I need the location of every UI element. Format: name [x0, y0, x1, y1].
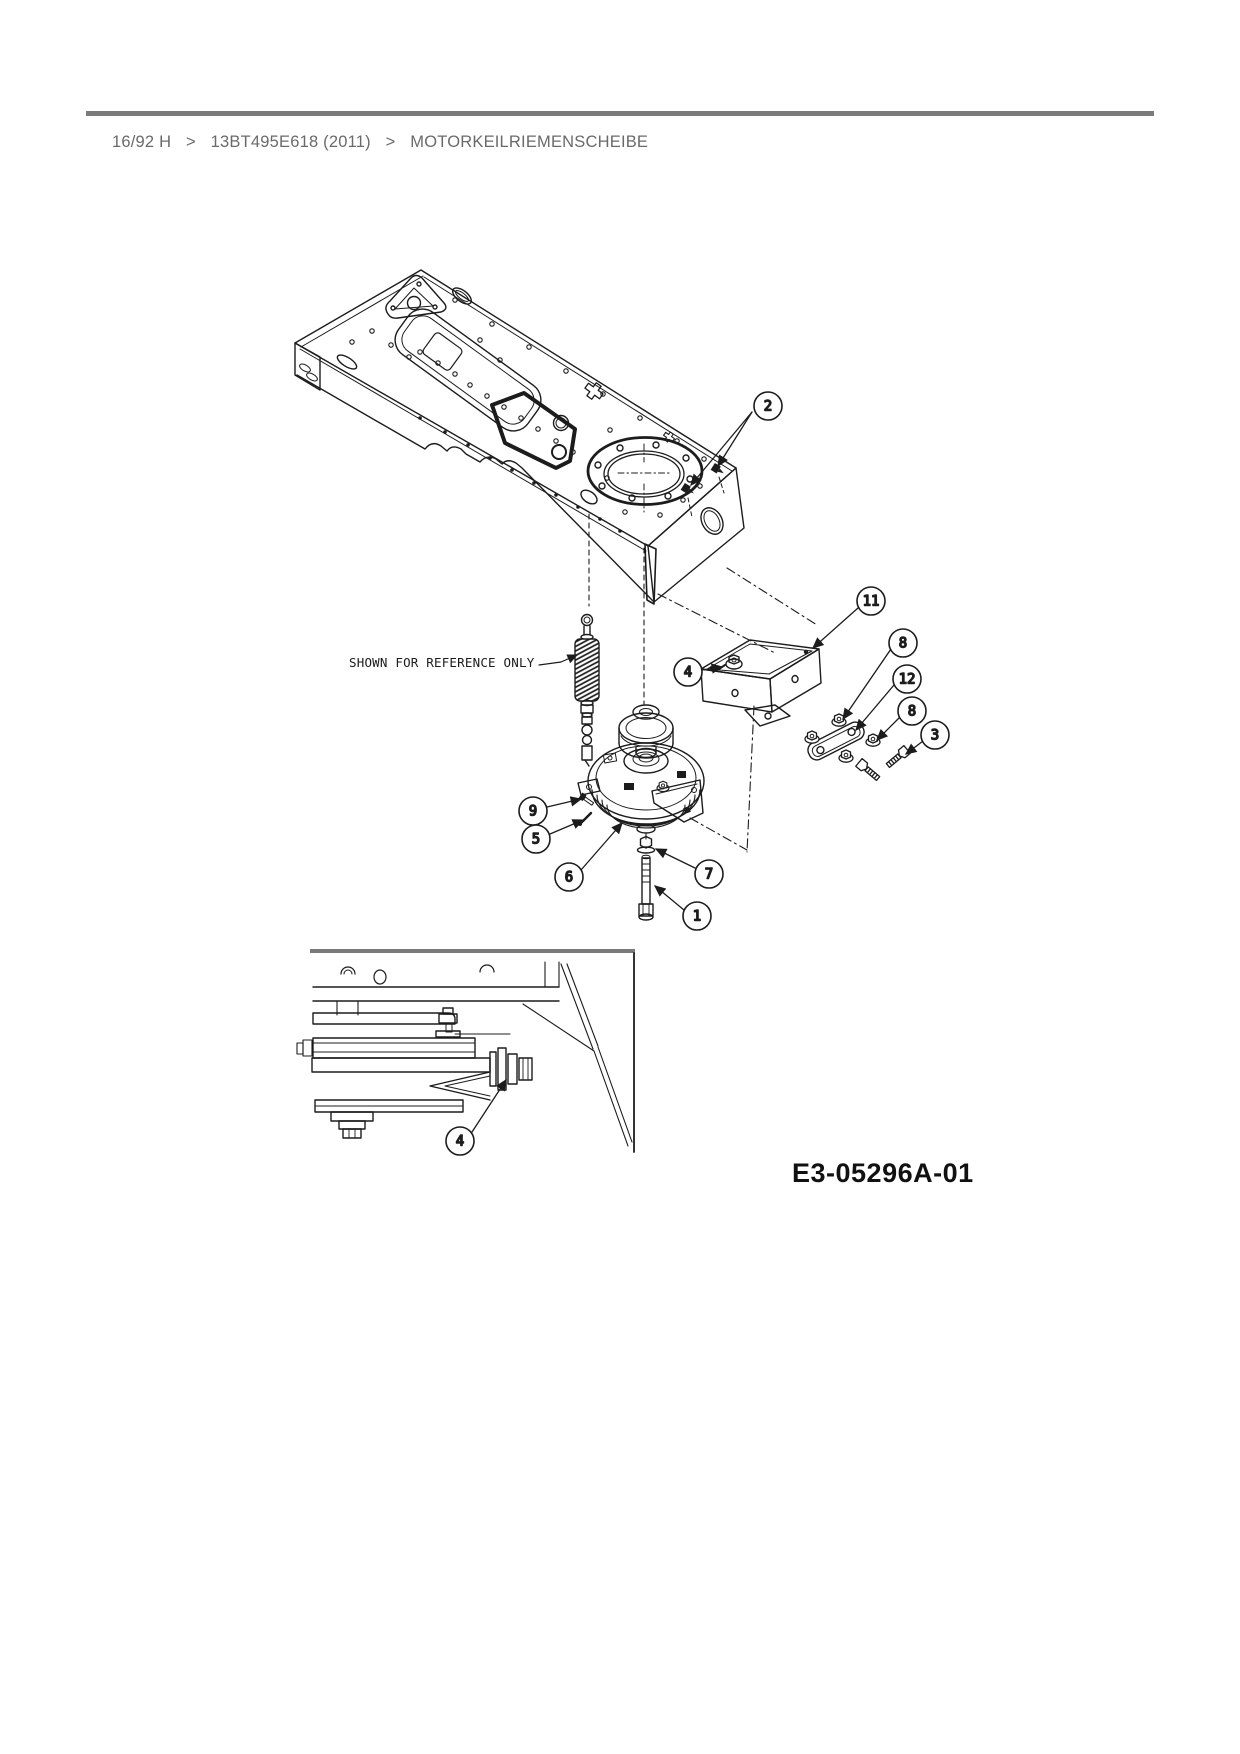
idler-bracket-11 [701, 640, 821, 726]
reinforcement-rib [388, 302, 548, 438]
leader-line-1 [655, 886, 684, 910]
inset-box-top [310, 949, 635, 953]
callout-4 [446, 1127, 474, 1155]
svg-text:11: 11 [862, 593, 880, 610]
leader-line-8 [843, 649, 891, 719]
svg-text:12: 12 [898, 671, 916, 688]
tension-spring [539, 615, 599, 767]
drawing-number: E3-05296A-01 [792, 1158, 974, 1188]
svg-text:2: 2 [763, 398, 773, 415]
callout-2 [754, 392, 782, 420]
svg-text:1: 1 [692, 908, 702, 925]
svg-text:9: 9 [528, 803, 538, 820]
frame-holes [350, 298, 706, 517]
svg-text:4: 4 [455, 1133, 465, 1150]
svg-text:3: 3 [930, 727, 940, 744]
leader-line-3 [906, 741, 923, 754]
breadcrumb-model[interactable]: 16/92 H [112, 133, 172, 151]
svg-text:5: 5 [531, 831, 541, 848]
spacer-plate-12 [805, 714, 910, 782]
leader-line-6 [581, 823, 622, 870]
breadcrumb-separator: > [385, 133, 396, 151]
callout-6 [555, 863, 583, 891]
triangle-bracket [386, 276, 446, 319]
clutch-pulley [578, 705, 704, 833]
leader-line-2 [691, 412, 752, 485]
leader-line-2 [718, 412, 752, 466]
svg-text:8: 8 [898, 635, 908, 652]
leader-line-4 [472, 1080, 506, 1132]
leader-line-8 [877, 717, 900, 740]
callout-8 [889, 629, 917, 657]
callout-4 [674, 658, 702, 686]
callout-12 [893, 665, 921, 693]
svg-text:4: 4 [683, 664, 693, 681]
crank-bolt-hardware [638, 837, 655, 921]
leader-line-7 [656, 849, 695, 868]
mount-bolt-side-4 [490, 1048, 532, 1090]
frame-drawing [295, 270, 744, 604]
inset-side-view [297, 949, 635, 1152]
breadcrumb-separator: > [186, 133, 196, 151]
svg-text:7: 7 [704, 866, 714, 883]
callout-3 [921, 721, 949, 749]
breadcrumb-variant[interactable]: 13BT495E618 (2011) [210, 133, 371, 151]
callout-1 [683, 902, 711, 930]
leader-line-5 [550, 820, 583, 834]
projection-lines [589, 514, 817, 852]
edge-bolt-dots [418, 416, 622, 533]
callout-5 [522, 825, 550, 853]
leader-line-11 [813, 608, 858, 648]
breadcrumb-section: MOTORKEILRIEMENSCHEIBE [410, 133, 649, 151]
callout-8 [898, 697, 926, 725]
pin-5 [581, 813, 591, 823]
callout-11 [857, 587, 885, 615]
svg-text:6: 6 [564, 869, 574, 886]
leader-line-9 [547, 799, 581, 807]
callout-9 [519, 797, 547, 825]
svg-text:8: 8 [907, 703, 917, 720]
reference-note: SHOWN FOR REFERENCE ONLY [349, 655, 535, 670]
callout-7 [695, 860, 723, 888]
